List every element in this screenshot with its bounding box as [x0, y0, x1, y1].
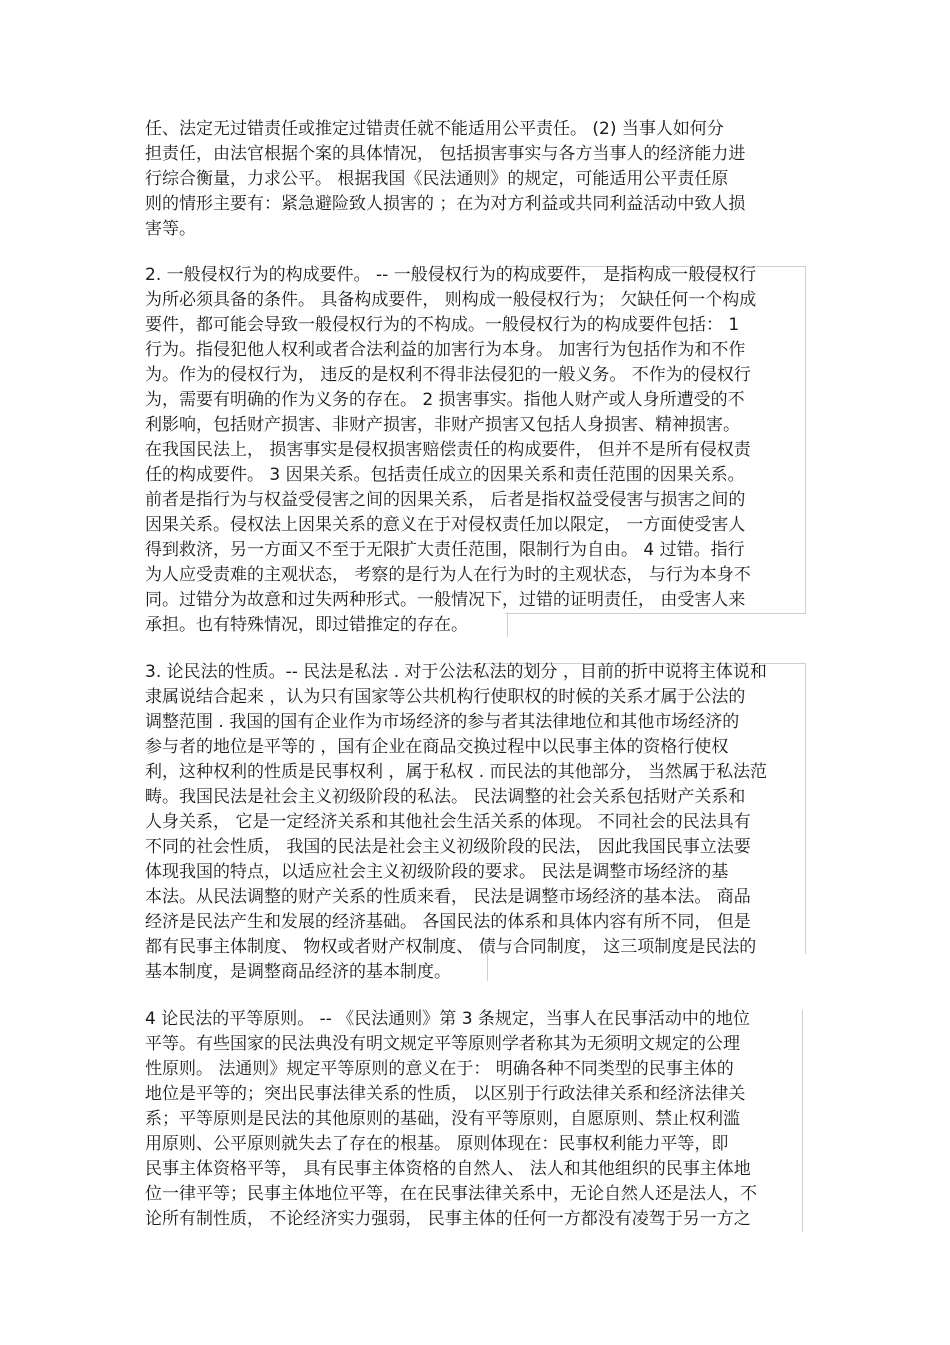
text-line: 位一律平等；民事主体地位平等，在在民事法律关系中，无论自然人还是法人，不 [145, 1184, 757, 1204]
text-line: 利影响，包括财产损害、非财产损害，非财产损害又包括人身损害、精神损害。 [145, 415, 740, 435]
text-line: 用原则、公平原则就失去了存在的根基。 原则体现在：民事权利能力平等，即 [145, 1134, 729, 1154]
text-line: 同。过错分为故意和过失两种形式。一般情况下，过错的证明责任， 由受害人来 [145, 590, 746, 610]
text-line: 则的情形主要有：紧急避险致人损害的 ；在为对方利益或共同利益活动中致人损 [145, 194, 746, 214]
text-line: 隶属说结合起来 ，认为只有国家等公共机构行使职权的时候的关系才属于公法的 [145, 687, 746, 707]
text-line: 为所必须具备的条件。 具备构成要件， 则构成一般侵权行为； 欠缺任何一个构成 [145, 290, 757, 310]
text-line: 人身关系， 它是一定经济关系和其他社会生活关系的体现。 不同社会的民法具有 [145, 812, 751, 832]
text-line: 承担。也有特殊情况，即过错推定的存在。 [145, 615, 468, 635]
text-line: 前者是指行为与权益受侵害之间的因果关系， 后者是指权益受侵害与损害之间的 [145, 490, 746, 510]
text-line: 行为。指侵犯他人权利或者合法利益的加害行为本身。 加害行为包括作为和不作 [145, 340, 746, 360]
text-line: 不同的社会性质， 我国的民法是社会主义初级阶段的民法， 因此我国民事立法要 [145, 837, 751, 857]
text-line: 本法。从民法调整的财产关系的性质来看， 民法是调整市场经济的基本法。 商品 [145, 887, 751, 907]
text-line: 4 论民法的平等原则。 -- 《民法通则》第 3 条规定，当事人在民事活动中的地位 [145, 1009, 750, 1029]
text-line: 因果关系。侵权法上因果关系的意义在于对侵权责任加以限定， 一方面使受害人 [145, 515, 746, 535]
text-line: 性原则。 法通则》规定平等原则的意义在于： 明确各种不同类型的民事主体的 [145, 1059, 734, 1079]
text-line: 得到救济，另一方面又不至于无限扩大责任范围，限制行为自由。 4 过错。指行 [145, 540, 745, 560]
text-line: 为。作为的侵权行为， 违反的是权利不得非法侵犯的一般义务。 不作为的侵权行 [145, 365, 751, 385]
text-line: 任、法定无过错责任或推定过错责任就不能适用公平责任。 (2) 当事人如何分 [145, 119, 724, 139]
text-line: 在我国民法上， 损害事实是侵权损害赔偿责任的构成要件， 但并不是所有侵权责 [145, 440, 751, 460]
text-line: 害等。 [145, 219, 196, 239]
paragraph-tort-elements [145, 263, 807, 638]
text-line: 畴。我国民法是社会主义初级阶段的私法。 民法调整的社会关系包括财产关系和 [145, 787, 746, 807]
text-line: 行综合衡量，力求公平。 根据我国《民法通则》的规定，可能适用公平责任原 [145, 169, 729, 189]
paragraph-equality-principle [145, 1007, 807, 1232]
text-line: 调整范围 . 我国的国有企业作为市场经济的参与者其法律地位和其他市场经济的 [145, 712, 740, 732]
text-line: 都有民事主体制度、 物权或者财产权制度、 债与合同制度， 这三项制度是民法的 [145, 937, 757, 957]
text-line: 为人应受责难的主观状态， 考察的是行为人在行为时的主观状态， 与行为本身不 [145, 565, 751, 585]
text-line: 3. 论民法的性质。-- 民法是私法 . 对于公法私法的划分 ，目前的折中说将主体说和 [145, 662, 767, 682]
text-line: 经济是民法产生和发展的经济基础。 各国民法的体系和具体内容有所不同， 但是 [145, 912, 751, 932]
text-line: 2. 一般侵权行为的构成要件。 -- 一般侵权行为的构成要件， 是指构成一般侵权行 [145, 265, 757, 285]
text-line: 要件，都可能会导致一般侵权行为的不构成。一般侵权行为的构成要件包括： 1 [145, 315, 740, 335]
text-line: 任的构成要件。 3 因果关系。包括责任成立的因果关系和责任范围的因果关系。 [145, 465, 745, 485]
text-line: 为，需要有明确的作为义务的存在。 2 损害事实。指他人财产或人身所遭受的不 [145, 390, 745, 410]
text-line: 参与者的地位是平等的 ，国有企业在商品交换过程中以民事主体的资格行使权 [145, 737, 729, 757]
paragraph-fair-liability [145, 117, 807, 242]
paragraph-civil-law-nature [145, 660, 807, 985]
text-line: 利，这种权利的性质是民事权利 ，属于私权 . 而民法的其他部分， 当然属于私法范 [145, 762, 768, 782]
text-line: 平等。有些国家的民法典没有明文规定平等原则学者称其为无须明文规定的公理 [145, 1034, 740, 1054]
text-line: 基本制度，是调整商品经济的基本制度。 [145, 962, 451, 982]
text-line: 系；平等原则是民法的其他原则的基础，没有平等原则，自愿原则、禁止权利滥 [145, 1109, 740, 1129]
text-line: 担责任，由法官根据个案的具体情况， 包括损害事实与各方当事人的经济能力进 [145, 144, 746, 164]
text-line: 体现我国的特点，以适应社会主义初级阶段的要求。 民法是调整市场经济的基 [145, 862, 729, 882]
text-line: 地位是平等的；突出民事法律关系的性质， 以区别于行政法律关系和经济法律关 [145, 1084, 746, 1104]
text-line: 论所有制性质， 不论经济实力强弱， 民事主体的任何一方都没有凌驾于另一方之 [145, 1209, 751, 1229]
text-line: 民事主体资格平等， 具有民事主体资格的自然人、 法人和其他组织的民事主体地 [145, 1159, 751, 1179]
